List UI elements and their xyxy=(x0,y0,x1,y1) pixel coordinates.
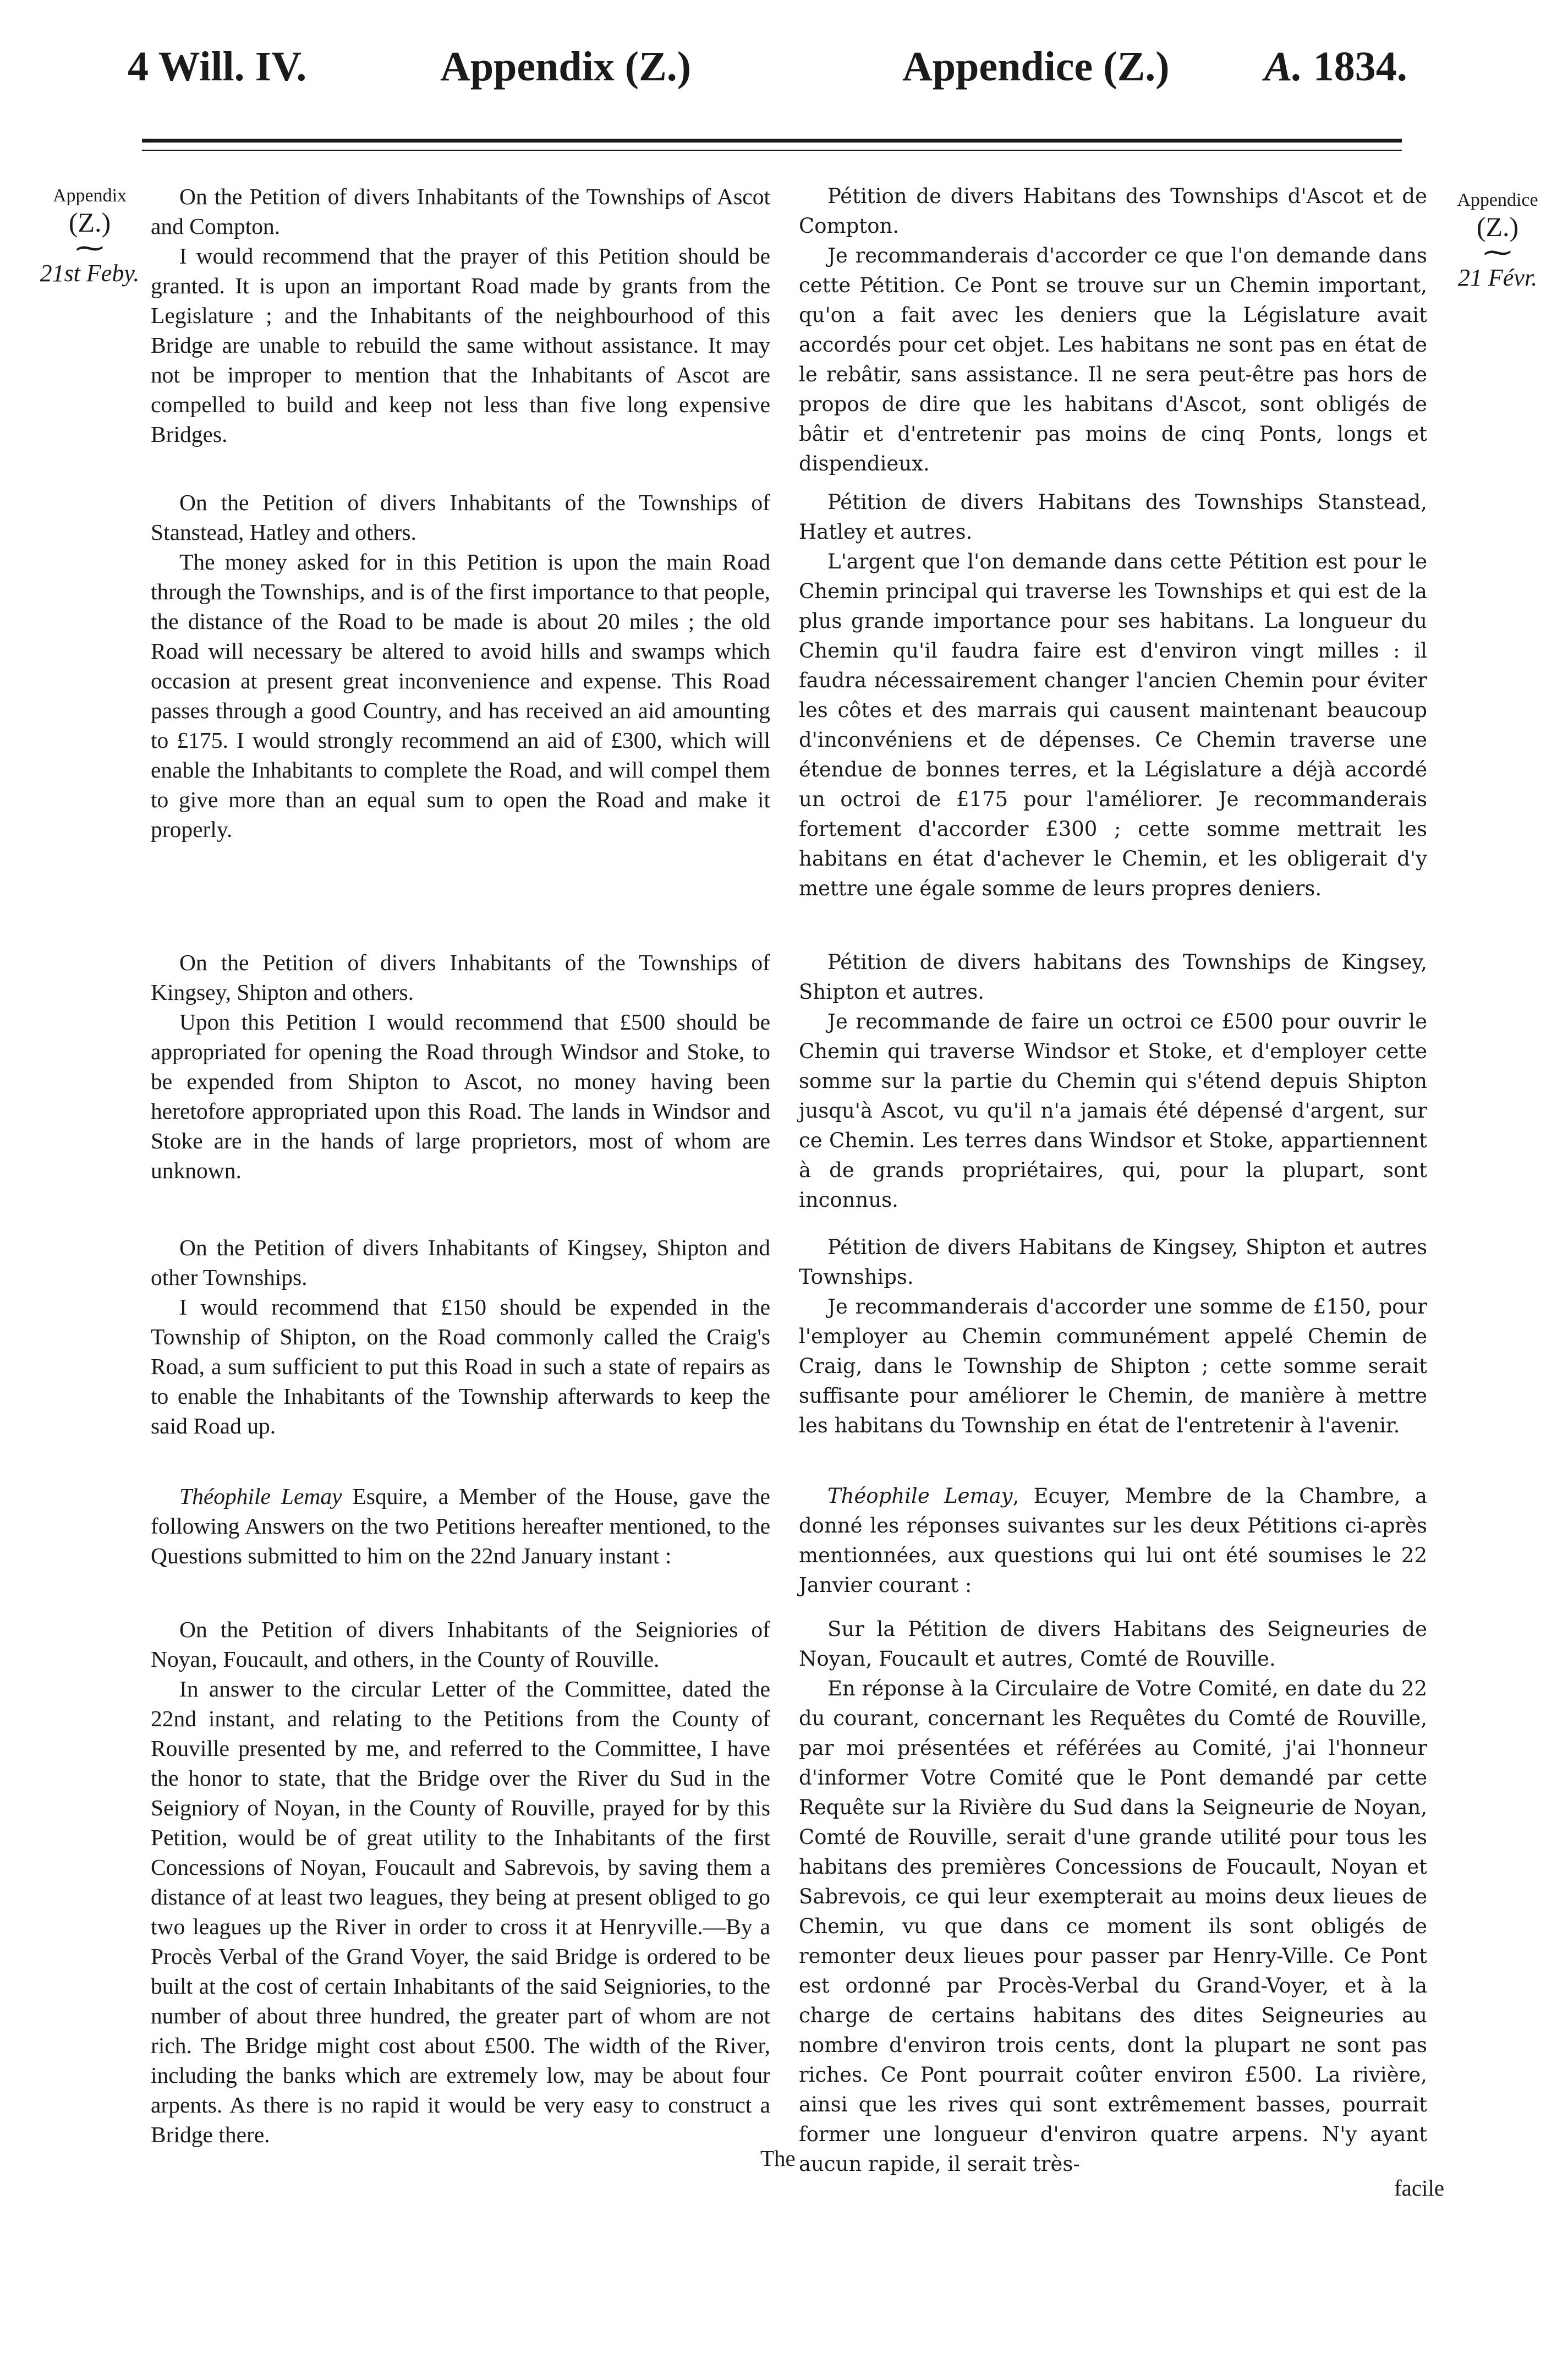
entry-heading: On the Petition of divers Inhabitants of the Townships of Ascot and Compton. xyxy=(151,184,770,239)
margin-label: Appendice xyxy=(1457,190,1538,210)
entry-body: L'argent que l'on demande dans cette Pétition est pour le Chemin principal qui traverse les Townships et qui est de la plus grande importance pour ses habitans. La longueur du Chemin qu'il faudra faire est d'environ vingt milles : il faudra nécessairement changer l'ancien Chemin pour éviter les côtes et des marrais qui causent maintenant beaucoup d'inconvéniens et de dépenses. Ce Chemin traverse une étendue de bonnes terres, et la Législature a déjà accordé un octroi de £175 pour l'améliorer. Je recommanderais fortement d'accorder £300 ; cette somme mettrait les habitans en état d'achever le Chemin, et les obligerait d'y mettre une égale somme de leurs propres deniers. xyxy=(799,550,1427,900)
entry-heading: Sur la Pétition de divers Habitans des Seigneuries de Noyan, Foucault et autres, Comté de Rouville. xyxy=(799,1617,1427,1671)
entry-body: The money asked for in this Petition is upon the main Road through the Townships, and is of the first importance to that people, the distance of the Road to be made is about 20 miles ; the old Road will necessary be altered to avoid hills and swamps which occasion at present great inconvenience and expense. This Road passes through a good Country, and has received an aid amounting to £175. I would strongly recommend an aid of £300, which will enable the Inhabitants to complete the Road, and will compel them to give more than an equal sum to open the Road and make it properly. xyxy=(151,549,770,842)
entry-body: En réponse à la Circulaire de Votre Comité, en date du 22 du courant, concernant les Requêtes du Comté de Rouville, par moi présentées et référées au Comité, j'ai l'honneur d'informer Votre Comité que le Pont demandé par cette Requête sur la Rivière du Sud dans la Seigneurie de Noyan, Comté de Rouville, serait d'une grande utilité pour tous les habitans des premières Concessions de Foucault, Noyan et Sabrevois, ce qui leur exempterait au moins deux lieues de Chemin, vu que dans ce moment ils sont obligés de remonter deux lieues pour passer par Henry-Ville. Ce Pont est ordonné par Procès-Verbal du Grand-Voyer, et à la charge de certains habitans des dites Seigneuries au nombre d'environ trois cents, dont la plupart ne sont pas riches. Ce Pont pourrait coûter environ £500. La rivière, ainsi que les rives qui sont extrêmement basses, pourrait former une longueur d'environ quatre arpens. N'y ayant aucun rapide, il serait très- xyxy=(799,1677,1427,2176)
intro-text: Esquire, a Member of the House, gave the following Answers on the two Petitions hereafter mentioned, to the Questions submitted to him on the 22nd January instant : xyxy=(151,1484,770,1568)
margin-date: 21st Feby. xyxy=(40,260,140,287)
year-letter: A. xyxy=(1264,43,1303,90)
entry-ascot-compton xyxy=(151,182,770,449)
entry-kingsey-shipton xyxy=(151,948,770,1185)
entry-kingsey-shipton xyxy=(799,948,1427,1215)
entry-heading: On the Petition of divers Inhabitants of the Townships of Stanstead, Hatley and others. xyxy=(151,490,770,545)
margin-label: Appendix xyxy=(52,185,127,206)
member-name: Théophile Lemay xyxy=(827,1484,1013,1508)
header-rule-thin xyxy=(142,150,1402,151)
entry-heading: On the Petition of divers Inhabitants of the Seigniories of Noyan, Foucault, and others, in the County of Rouville. xyxy=(151,1617,770,1672)
entry-body: I would recommend that the prayer of this Petition should be granted. It is upon an important Road made by grants from the Legislature ; and the Inhabitants of the neighbourhood of this Bridge are unable to rebuild the same without assistance. It may not be improper to mention that the Inhabitants of Ascot are compelled to build and keep not less than five long expensive Bridges. xyxy=(151,243,770,447)
entry-kingsey-craig-road xyxy=(151,1233,770,1441)
margin-date: 21 Févr. xyxy=(1457,264,1538,291)
entry-ascot-compton xyxy=(799,182,1427,479)
entry-body: Je recommanderais d'accorder une somme de £150, pour l'employer au Chemin communément appelé Chemin de Craig, dans le Township de Shipton ; cette somme serait suffisante pour améliorer le Chemin, de manière à mettre les habitans du Township en état de l'entretenir à l'avenir. xyxy=(799,1295,1427,1437)
year xyxy=(1264,43,1407,109)
entry-body: In answer to the circular Letter of the Committee, dated the 22nd instant, and relating to the Petitions from the County of Rouville presented by me, and referred to the Committee, I have the honor to state, that the Bridge over the River du Sud in the Seigniory of Noyan, in the County of Rouville, prayed for by this Petition, would be of great utility to the Inhabitants of the first Concessions of Noyan, Foucault and Sabrevois, by saving them a distance of at least two leagues, they being at present obliged to go two leagues up the River in order to cross it at Henryville.—By a Procès Verbal of the Grand Voyer, the said Bridge is ordered to be built at the cost of certain Inhabitants of the said Seigniories, to the number of about three hundred, the greater part of whom are not rich. The Bridge might cost about £500. The width of the River, including the banks which are extremely low, may be about four arpents. As there is no rapid it would be very easy to construct a Bridge there. xyxy=(151,1676,770,2147)
entry-body xyxy=(151,1481,770,1571)
intro-text: , Ecuyer, Membre de la Chambre, a donné les réponses suivantes sur les deux Pétitions ci-après mentionnées, aux questions qui lui ont été soumises le 22 Janvier courant : xyxy=(799,1484,1427,1597)
entry-stanstead-hatley xyxy=(151,488,770,844)
entry-heading: Pétition de divers Habitans des Townships d'Ascot et de Compton. xyxy=(799,184,1427,238)
entry-lemay-intro xyxy=(799,1481,1427,1600)
entry-noyan-foucault xyxy=(151,1615,770,2149)
header-rule-thick xyxy=(142,139,1402,143)
appendix-title-en: Appendix (Z.) xyxy=(440,43,692,90)
regnal-year: 4 Will. IV. xyxy=(128,43,307,90)
entry-heading: Pétition de divers Habitans de Kingsey, Shipton et autres Townships. xyxy=(799,1235,1427,1289)
margin-code: (Z.) xyxy=(68,207,111,238)
swash-ornament-icon: ⁓ xyxy=(75,233,104,264)
entry-body: Je recommanderais d'accorder ce que l'on demande dans cette Pétition. Ce Pont se trouve sur un Chemin important, qu'on a fait avec les deniers que la Législature avait accordés pour cet objet. Les habitans ne sont pas en état de le rebâtir, sans assistance. Il ne sera peut-être pas hors de propos de dire que les habitans d'Ascot, sont obligés de bâtir et d'entretenir pas moins de cinq Ponts, longs et dispendieux. xyxy=(799,244,1427,475)
catchword-fr: facile xyxy=(1394,2175,1445,2201)
year-number: 1834. xyxy=(1313,43,1407,90)
left-margin-note xyxy=(32,185,147,287)
entry-body: I would recommend that £150 should be expended in the Township of Shipton, on the Road commonly called the Craig's Road, a sum sufficient to put this Road in such a state of repairs as to enable the Inhabitants of the Township afterwards to keep the said Road up. xyxy=(151,1294,770,1438)
entry-heading: On the Petition of divers Inhabitants of Kingsey, Shipton and other Townships. xyxy=(151,1235,770,1290)
entry-kingsey-craig-road xyxy=(799,1233,1427,1441)
entry-body: Upon this Petition I would recommend that £500 should be appropriated for opening the Road through Windsor and Stoke, to be expended from Shipton to Ascot, no money having been heretofore appropriated upon this Road. The lands in Windsor and Stoke are in the hands of large proprietors, most of whom are unknown. xyxy=(151,1009,770,1183)
catchword-en: The xyxy=(760,2146,796,2171)
margin-code: (Z.) xyxy=(1476,211,1519,242)
swash-ornament-icon: ⁓ xyxy=(1483,237,1512,269)
entry-heading: Pétition de divers habitans des Townships de Kingsey, Shipton et autres. xyxy=(799,950,1427,1004)
entry-noyan-foucault xyxy=(799,1615,1427,2179)
entry-heading: Pétition de divers Habitans des Townships Stanstead, Hatley et autres. xyxy=(799,490,1427,544)
entry-body xyxy=(799,1481,1427,1600)
entry-lemay-intro xyxy=(151,1481,770,1571)
entry-stanstead-hatley xyxy=(799,488,1427,904)
right-margin-note xyxy=(1437,189,1558,292)
member-name: Théophile Lemay xyxy=(179,1484,342,1509)
appendix-title-fr: Appendice (Z.) xyxy=(902,43,1170,90)
entry-heading: On the Petition of divers Inhabitants of the Townships of Kingsey, Shipton and others. xyxy=(151,950,770,1005)
entry-body: Je recommande de faire un octroi ce £500 pour ouvrir le Chemin qui traverse Windsor et Stoke, et d'employer cette somme sur la partie du Chemin qui s'étend depuis Shipton jusqu'à Ascot, vu qu'il n'a jamais été dépensé d'argent, sur ce Chemin. Les terres dans Windsor et Stoke, appartiennent à de grands propriétaires, qui, pour la plupart, sont inconnus. xyxy=(799,1010,1427,1212)
